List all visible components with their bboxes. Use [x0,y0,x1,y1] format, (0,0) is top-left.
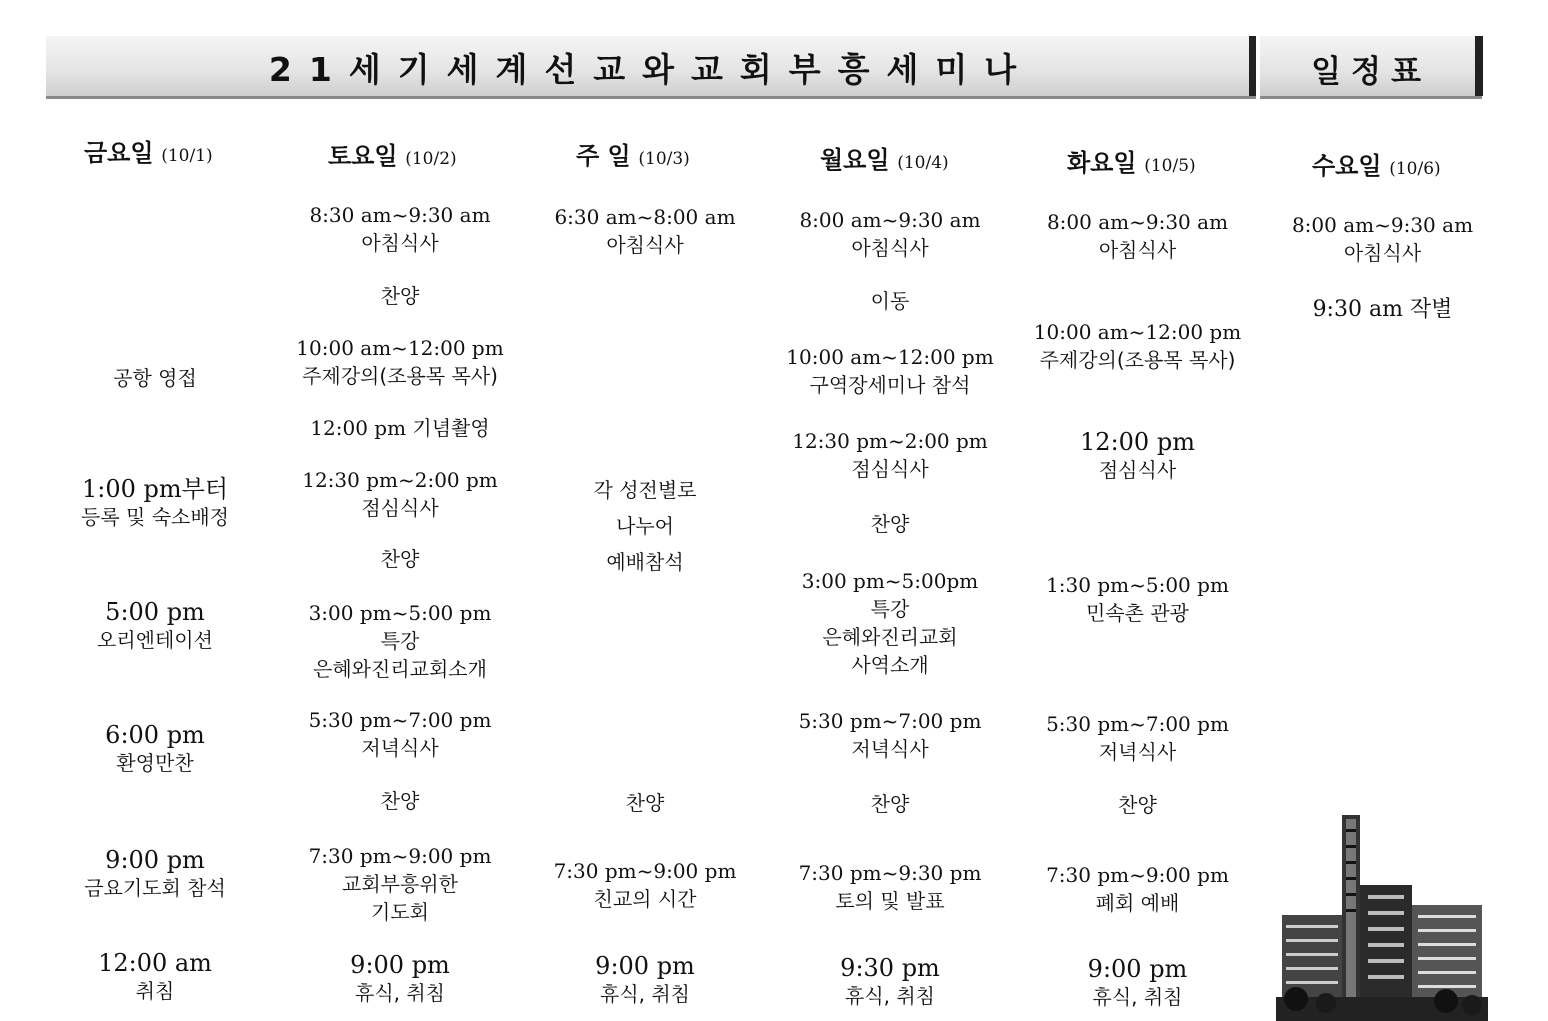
mon-event-6: 3:00 pm~5:00pm 특강 은혜와진리교회 사역소개 [801,569,979,677]
sun-event-5: 9:00 pm 휴식, 취침 [595,952,695,1006]
mon-event-9: 7:30 pm~9:30 pm 토의 및 발표 [798,861,982,913]
day-header-sat: 토요일 (10/2) [328,142,457,170]
sat-event-3: 10:00 am~12:00 pm 주제강의(조용목 목사) [296,336,504,388]
fri-event-4: 6:00 pm 환영만찬 [105,721,205,775]
tue-event-7: 7:30 pm~9:00 pm 폐회 예배 [1046,863,1229,915]
header [46,30,1484,100]
fri-event-5: 9:00 pm 금요기도회 참석 [84,846,226,900]
page-title: 21세기세계선교와교회부흥세미나 [268,50,1034,89]
mon-event-8: 찬양 [870,792,910,816]
sat-event-4: 12:00 pm 기념촬영 [310,416,490,440]
mon-event-10: 9:30 pm 휴식, 취침 [840,954,940,1008]
schedule-tag-label: 일정표 [1311,54,1431,90]
mon-event-3: 10:00 am~12:00 pm 구역장세미나 참석 [786,345,994,397]
fri-event-2: 1:00 pm부터 등록 및 숙소배정 [81,475,229,529]
title-banner [46,36,1256,99]
banner-divider [1249,36,1256,96]
day-header-sun: 주 일 (10/3) [576,142,690,170]
sat-event-6: 찬양 [380,547,420,571]
schedule-tag [1260,36,1482,99]
sun-event-4: 7:30 pm~9:00 pm 친교의 시간 [553,859,737,911]
sat-event-1: 8:30 am~9:30 am 아침식사 [309,203,491,255]
sat-event-8: 5:30 pm~7:00 pm 저녁식사 [308,708,492,760]
tue-event-6: 찬양 [1118,793,1157,817]
mon-event-7: 5:30 pm~7:00 pm 저녁식사 [798,709,982,761]
sun-event-3: 찬양 [625,791,665,815]
church-building-image [1276,815,1488,1021]
day-header-wed: 수요일 (10/6) [1312,152,1441,180]
tue-event-4: 1:30 pm~5:00 pm 민속촌 관광 [1046,573,1229,625]
wed-event-2: 9:30 am 작별 [1312,297,1453,322]
tue-event-2: 10:00 am~12:00 pm 주제강의(조용목 목사) [1033,320,1242,372]
sat-event-7: 3:00 pm~5:00 pm 특강 은혜와진리교회소개 [308,601,492,681]
fri-event-3: 5:00 pm 오리엔테이션 [97,598,213,652]
fri-event-6: 12:00 am 취침 [98,949,212,1003]
mon-event-1: 8:00 am~9:30 am 아침식사 [799,208,981,260]
tue-event-8: 9:00 pm 휴식, 취침 [1087,955,1188,1009]
tag-edge [1475,36,1483,96]
sat-event-9: 찬양 [380,789,420,813]
tue-event-3: 12:00 pm 점심식사 [1080,428,1195,482]
sat-event-10: 7:30 pm~9:00 pm 교회부흥위한 기도회 [308,844,492,924]
mon-event-2: 이동 [870,289,910,313]
tue-event-1: 8:00 am~9:30 am 아침식사 [1046,210,1229,262]
sun-event-2: 각 성전별로 나누어 예배참석 [593,478,697,574]
sat-event-5: 12:30 pm~2:00 pm 점심식사 [302,468,498,520]
sat-event-11: 9:00 pm 휴식, 취침 [350,951,450,1005]
fri-event-1: 공항 영접 [113,366,197,390]
day-header-tue: 화요일 (10/5) [1067,149,1196,177]
sun-event-1: 6:30 am~8:00 am 아침식사 [554,205,736,257]
wed-event-1: 8:00 am~9:30 am 아침식사 [1291,213,1474,265]
sat-event-2: 찬양 [380,284,420,308]
day-header-fri: 금요일 (10/1) [84,139,213,167]
day-header-mon: 월요일 (10/4) [820,146,949,174]
mon-event-4: 12:30 pm~2:00 pm 점심식사 [792,429,988,481]
tue-event-5: 5:30 pm~7:00 pm 저녁식사 [1046,712,1229,764]
mon-event-5: 찬양 [870,512,910,536]
